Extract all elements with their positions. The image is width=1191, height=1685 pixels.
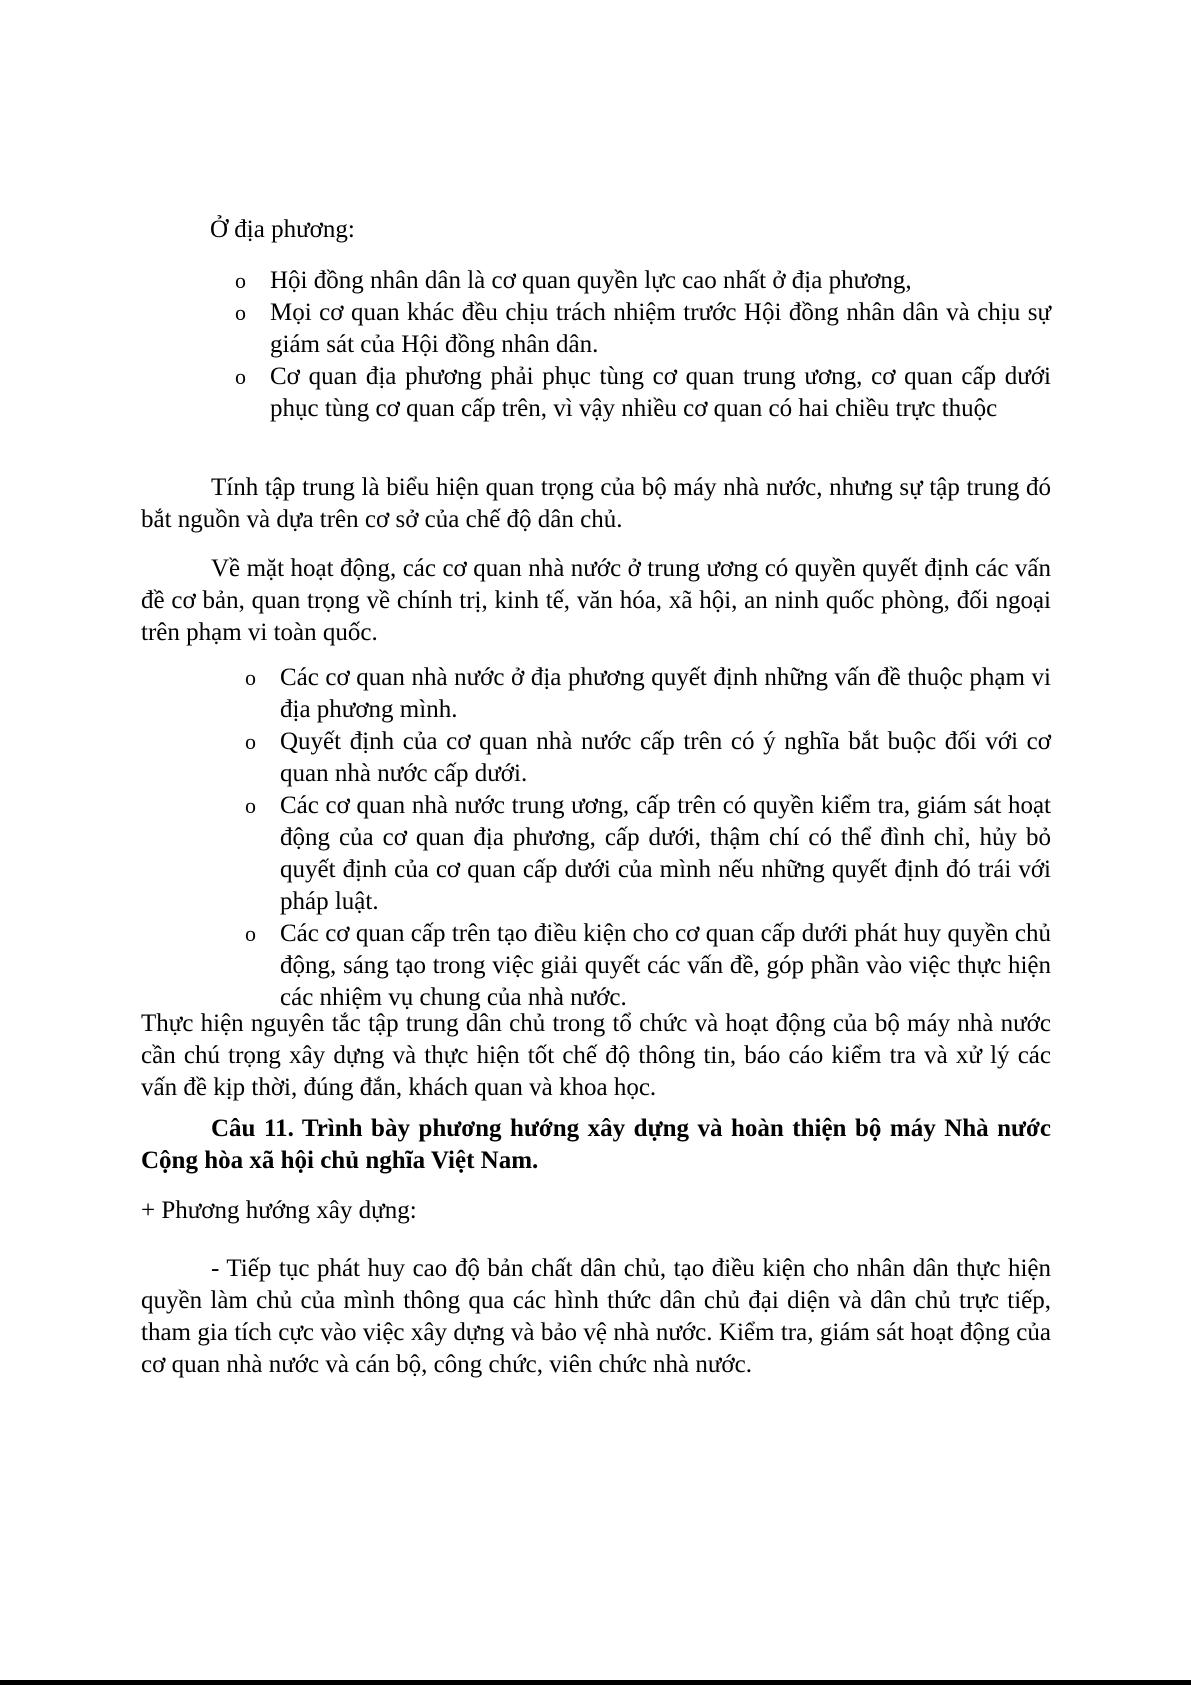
list-item — [235, 297, 1051, 361]
local-bullet-list — [235, 265, 1051, 425]
list-item — [245, 662, 1051, 726]
list-item — [235, 361, 1051, 425]
list-item — [245, 726, 1051, 790]
activity-bullet-list — [245, 662, 1051, 1014]
list-item-text: Các cơ quan cấp trên tạo điều kiện cho cơ quan cấp dưới phát huy quyền chủ động, sáng tạo trong việc giải quyết các vấn đề, góp phần vào việc thực hiện các nhiệm vụ chung của nhà nước. — [280, 920, 1051, 1011]
bullet-marker: o — [235, 268, 246, 293]
list-item-text: Các cơ quan nhà nước trung ương, cấp trên có quyền kiểm tra, giám sát hoạt động của cơ quan địa phương, cấp dưới, thậm chí có thể đình chỉ, hủy bỏ quyết định của cơ quan cấp dưới của mình nếu những quyết định đó trái với pháp luật. — [280, 792, 1051, 915]
bullet-marker: o — [245, 729, 256, 754]
bullet-marker: o — [245, 921, 256, 946]
direction-heading: + Phương hướng xây dựng: — [141, 1197, 417, 1224]
paragraph-activity: Về mặt hoạt động, các cơ quan nhà nước ở trung ương có quyền quyết định các vấn đề cơ bản, quan trọng về chính trị, kinh tế, văn hóa, xã hội, an ninh quốc phòng, đối ngoại trên phạm vi toàn quốc. — [141, 555, 1051, 646]
paragraph-implementation: Thực hiện nguyên tắc tập trung dân chủ trong tổ chức và hoạt động của bộ máy nhà nước cần chú trọng xây dựng và thực hiện tốt chế độ thông tin, báo cáo kiểm tra và xử lý các vấn đề kịp thời, đúng đắn, khách quan và khoa học. — [141, 1010, 1051, 1101]
question-heading: Câu 11. Trình bày phương hướng xây dựng và hoàn thiện bộ máy Nhà nước Cộng hòa xã hội chủ nghĩa Việt Nam. — [141, 1115, 1051, 1174]
paragraph-centralism: Tính tập trung là biểu hiện quan trọng của bộ máy nhà nước, nhưng sự tập trung đó bắt nguồn và dựa trên cơ sở của chế độ dân chủ. — [141, 474, 1051, 533]
list-item-text: Cơ quan địa phương phải phục tùng cơ quan trung ương, cơ quan cấp dưới phục tùng cơ quan cấp trên, vì vậy nhiều cơ quan có hai chiều trực thuộc — [270, 363, 1051, 422]
list-item — [245, 918, 1051, 1014]
bullet-marker: o — [235, 364, 246, 389]
page-bottom-rule — [0, 1680, 1191, 1685]
list-item-text: Các cơ quan nhà nước ở địa phương quyết định những vấn đề thuộc phạm vi địa phương mình. — [280, 664, 1051, 723]
list-item-text: Quyết định của cơ quan nhà nước cấp trên có ý nghĩa bắt buộc đối với cơ quan nhà nước cấp dưới. — [280, 728, 1051, 787]
local-heading: Ở địa phương: — [210, 216, 355, 243]
list-item — [245, 790, 1051, 918]
paragraph-direction-1: - Tiếp tục phát huy cao độ bản chất dân chủ, tạo điều kiện cho nhân dân thực hiện quyền làm chủ của mình thông qua các hình thức dân chủ đại diện và dân chủ trực tiếp, tham gia tích cực vào việc xây dựng và bảo vệ nhà nước. Kiểm tra, giám sát hoạt động của cơ quan nhà nước và cán bộ, công chức, viên chức nhà nước. — [141, 1255, 1051, 1378]
bullet-marker: o — [245, 793, 256, 818]
list-item — [235, 265, 1051, 297]
list-item-text: Hội đồng nhân dân là cơ quan quyền lực cao nhất ở địa phương, — [270, 267, 912, 294]
bullet-marker: o — [235, 300, 246, 325]
bullet-marker: o — [245, 665, 256, 690]
list-item-text: Mọi cơ quan khác đều chịu trách nhiệm trước Hội đồng nhân dân và chịu sự giám sát của Hội đồng nhân dân. — [270, 299, 1051, 358]
